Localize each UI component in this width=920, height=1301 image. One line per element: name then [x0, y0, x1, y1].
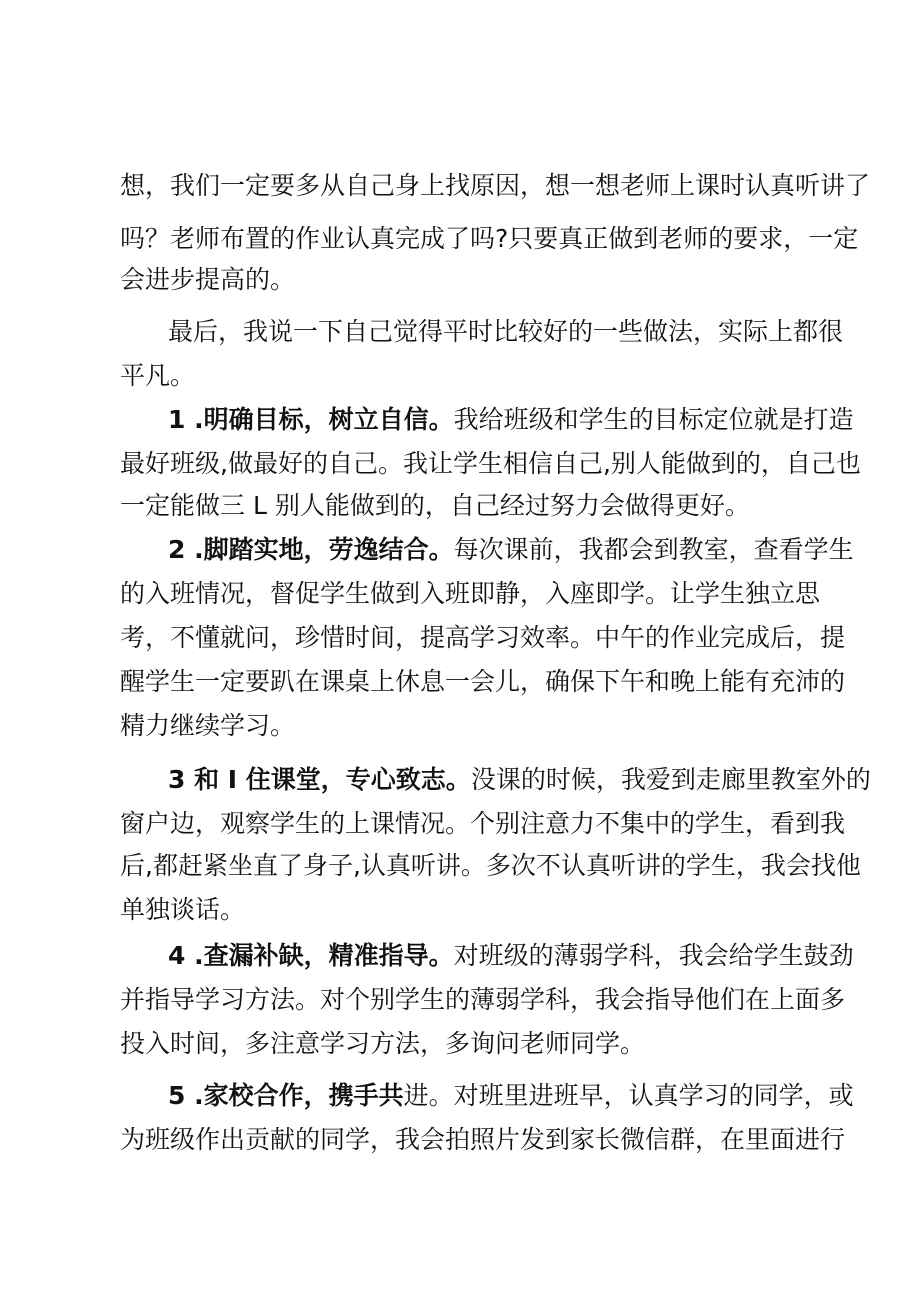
- item-2-line-1: [168, 530, 920, 570]
- item-5-text: 进。对班里进班早，认真学习的同学，或: [403, 1081, 854, 1110]
- item-2-text: 醒学生一定要趴在课桌上休息一会儿，确保下午和晚上能有充沛的: [120, 667, 846, 696]
- intro-text: 会进步提高的。: [120, 265, 296, 294]
- intro-line-3: [120, 260, 920, 300]
- closing-intro-line-1: [168, 312, 920, 352]
- item-3-line-4: [120, 890, 920, 930]
- item-5-line-1: [168, 1076, 920, 1116]
- item-3-text: 窗户边，观察学生的上课情况。个别注意力不集中的学生，看到我: [120, 809, 846, 838]
- item-1-line-3: [120, 486, 920, 526]
- item-2-text: 每次课前，我都会到教室，查看学生: [453, 535, 854, 564]
- item-4-line-2: [120, 980, 920, 1020]
- item-3-line-3: [120, 846, 920, 886]
- item-4-heading: 4 .查漏补缺，精准指导。: [168, 941, 454, 970]
- item-1-text: 我给班级和学生的目标定位就是打造: [453, 405, 854, 434]
- item-5-heading: 5 .家校合作，携手共: [168, 1081, 404, 1110]
- item-4-line-3: [120, 1024, 920, 1064]
- item-2-line-2: [120, 574, 920, 614]
- item-2-line-5: [120, 706, 920, 746]
- item-2-text: 的入班情况，督促学生做到入班即静，入座即学。让学生独立思: [120, 579, 821, 608]
- item-2-heading: 2 .脚踏实地，劳逸结合。: [168, 535, 454, 564]
- item-2-line-3: [120, 618, 920, 658]
- item-2-line-4: [120, 662, 920, 702]
- closing-intro-text: 平凡。: [120, 361, 196, 390]
- item-5-line-2: [120, 1120, 920, 1160]
- item-2-text: 精力继续学习。: [120, 711, 296, 740]
- item-1-text: 最好班级,做最好的自己。我让学生相信自己,别人能做到的，自己也: [120, 449, 861, 478]
- intro-text: 吗？老师布置的作业认真完成了吗?只要真正做到老师的要求，一定: [120, 224, 859, 253]
- item-3-heading: 3 和 I 住课堂，专心致志。: [168, 765, 471, 794]
- item-3-text: 单独谈话。: [120, 895, 246, 924]
- item-4-text: 并指导学习方法。对个别学生的薄弱学科，我会指导他们在上面多: [120, 985, 846, 1014]
- item-4-line-1: [168, 936, 920, 976]
- item-1-heading: 1 .明确目标，树立自信。: [168, 405, 454, 434]
- item-3-text: 后,都赶紧坐直了身子,认真听讲。多次不认真听讲的学生，我会找他: [120, 851, 861, 880]
- intro-line-2: [120, 219, 920, 259]
- item-1-text: 一定能做三 L 别人能做到的，自己经过努力会做得更好。: [120, 491, 750, 520]
- intro-line-1: [120, 166, 920, 206]
- closing-intro-line-2: [120, 356, 920, 396]
- item-5-text: 为班级作出贡献的同学，我会拍照片发到家长微信群，在里面进行: [120, 1125, 846, 1154]
- item-2-text: 考，不懂就问，珍惜时间，提高学习效率。中午的作业完成后，提: [120, 623, 846, 652]
- item-1-line-2: [120, 444, 920, 484]
- item-4-text: 投入时间，多注意学习方法，多询问老师同学。: [120, 1029, 646, 1058]
- item-3-text: 没课的时候，我爱到走廊里教室外的: [470, 765, 871, 794]
- item-3-line-2: [120, 804, 920, 844]
- closing-intro-text: 最后，我说一下自己觉得平时比较好的一些做法，实际上都很: [168, 317, 844, 346]
- item-1-line-1: [168, 400, 920, 440]
- item-3-line-1: [168, 760, 920, 800]
- intro-text: 想，我们一定要多从自己身上找原因，想一想老师上课时认真听讲了: [120, 171, 871, 200]
- item-4-text: 对班级的薄弱学科，我会给学生鼓劲: [453, 941, 854, 970]
